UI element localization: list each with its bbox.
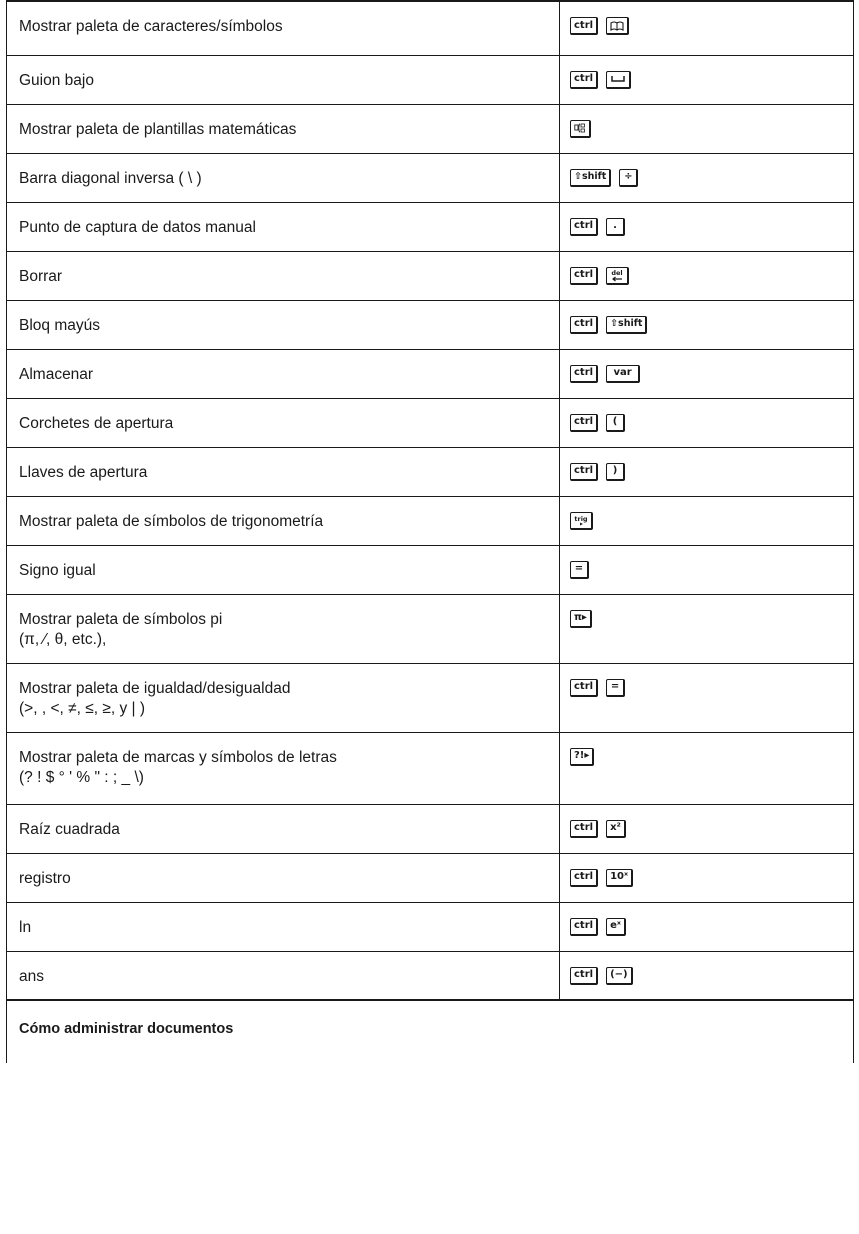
shortcut-description-cell xyxy=(7,732,560,804)
shortcut-description-cell xyxy=(7,300,560,349)
shortcut-description-cell xyxy=(7,251,560,300)
key-combination xyxy=(560,154,853,187)
shortcut-description-cell xyxy=(7,545,560,594)
table-row xyxy=(7,545,854,594)
shortcut-description xyxy=(7,733,559,788)
keyboard-key: ctrl xyxy=(570,316,598,334)
keyboard-key: 10ˣ xyxy=(606,869,633,887)
keyboard-key: = xyxy=(606,679,625,697)
keyboard-key: x² xyxy=(606,820,626,838)
shortcut-keys-cell xyxy=(560,663,854,732)
shortcut-keys-cell xyxy=(560,153,854,202)
table-row xyxy=(7,398,854,447)
shortcut-description xyxy=(7,595,559,650)
shortcut-description-line: Llaves de apertura xyxy=(19,463,148,481)
table-row xyxy=(7,663,854,732)
shortcut-table xyxy=(6,0,854,1063)
shortcut-description-cell xyxy=(7,902,560,951)
table-row xyxy=(7,902,854,951)
shortcut-keys-cell xyxy=(560,545,854,594)
table-row xyxy=(7,496,854,545)
key-combination xyxy=(560,733,853,766)
catalog-book-icon xyxy=(606,17,629,35)
shortcut-description xyxy=(7,952,559,987)
keyboard-key: ctrl xyxy=(570,267,598,285)
shortcut-description xyxy=(7,252,559,287)
key-combination xyxy=(560,56,853,89)
shortcut-keys-cell xyxy=(560,902,854,951)
shortcut-description xyxy=(7,546,559,581)
shortcut-description-cell xyxy=(7,104,560,153)
table-row xyxy=(7,349,854,398)
shortcut-description-line: Mostrar paleta de caracteres/símbolos xyxy=(19,18,283,35)
shortcut-description-line: ans xyxy=(19,967,44,985)
keyboard-key: ) xyxy=(606,463,625,481)
key-combination xyxy=(560,903,853,936)
table-row xyxy=(7,1,854,55)
svg-text:del: del xyxy=(611,268,623,277)
shortcut-keys-cell xyxy=(560,202,854,251)
table-row xyxy=(7,251,854,300)
keyboard-key: (−) xyxy=(606,967,633,985)
table-row xyxy=(7,202,854,251)
math-template-icon xyxy=(570,120,591,138)
key-combination xyxy=(560,546,853,579)
shortcut-description-cell xyxy=(7,447,560,496)
shortcut-description xyxy=(7,56,559,91)
shortcut-keys-cell xyxy=(560,594,854,663)
shortcut-description xyxy=(7,203,559,238)
shortcut-description-cell xyxy=(7,594,560,663)
shortcut-keys-cell xyxy=(560,1,854,55)
table-row xyxy=(7,300,854,349)
key-combination xyxy=(560,399,853,432)
key-combination xyxy=(560,854,853,887)
section-title: Cómo administrar documentos xyxy=(19,1021,234,1037)
shortcut-keys-cell xyxy=(560,732,854,804)
delete-arrow-icon xyxy=(606,267,629,285)
shortcut-description xyxy=(7,301,559,336)
shortcut-description xyxy=(7,399,559,434)
shortcut-description xyxy=(7,350,559,385)
key-combination xyxy=(560,350,853,383)
shortcut-description-cell xyxy=(7,202,560,251)
key-combination xyxy=(560,595,853,628)
shortcut-description xyxy=(7,154,559,189)
shortcut-description xyxy=(7,854,559,889)
shortcut-keys-cell xyxy=(560,853,854,902)
keyboard-key: ctrl xyxy=(570,414,598,432)
keyboard-key: ctrl xyxy=(570,679,598,697)
shortcut-table-body xyxy=(7,1,854,1063)
keyboard-key: ctrl xyxy=(570,820,598,838)
key-combination xyxy=(560,301,853,334)
section-header-cell xyxy=(7,1000,854,1063)
shortcut-description xyxy=(7,664,559,719)
key-combination xyxy=(560,448,853,481)
keyboard-key: ⇧shift xyxy=(570,169,611,187)
shortcut-description xyxy=(7,903,559,938)
shortcut-keys-cell xyxy=(560,951,854,1000)
table-row xyxy=(7,447,854,496)
keyboard-key: ÷ xyxy=(619,169,638,187)
shortcut-description xyxy=(7,2,559,37)
shortcut-description-line: (π, ⁄, θ, etc.), xyxy=(19,630,107,648)
table-row xyxy=(7,594,854,663)
table-row xyxy=(7,804,854,853)
key-combination xyxy=(560,952,853,985)
shortcut-description-cell xyxy=(7,1,560,55)
shortcut-keys-cell xyxy=(560,300,854,349)
key-combination xyxy=(560,497,853,530)
space-bar-icon xyxy=(606,71,631,89)
shortcut-description xyxy=(7,497,559,532)
shortcut-description-line: Mostrar paleta de igualdad/desigualdad xyxy=(19,679,291,697)
keyboard-key: ?!▸ xyxy=(570,748,594,766)
shortcut-description-line: Almacenar xyxy=(19,365,94,383)
shortcut-keys-cell xyxy=(560,804,854,853)
keyboard-key: ctrl xyxy=(570,71,598,89)
shortcut-description-line: Guion bajo xyxy=(19,71,94,89)
shortcut-description-line: Mostrar paleta de símbolos pi xyxy=(19,610,223,628)
keyboard-key: ctrl xyxy=(570,918,598,936)
keyboard-key: . xyxy=(606,218,625,236)
shortcut-description-line: Mostrar paleta de plantillas matemáticas xyxy=(19,120,297,138)
section-header-row xyxy=(7,1000,854,1063)
keyboard-key: eˣ xyxy=(606,918,626,936)
key-combination xyxy=(560,2,853,35)
keyboard-key: ctrl xyxy=(570,869,598,887)
table-row xyxy=(7,104,854,153)
table-row xyxy=(7,951,854,1000)
key-combination xyxy=(560,805,853,838)
shortcut-description-cell xyxy=(7,398,560,447)
shortcut-keys-cell xyxy=(560,251,854,300)
shortcut-description xyxy=(7,805,559,840)
shortcut-description-line: ln xyxy=(19,918,32,936)
shortcut-description-cell xyxy=(7,804,560,853)
table-row xyxy=(7,853,854,902)
keyboard-key: ctrl xyxy=(570,967,598,985)
shortcut-description-cell xyxy=(7,55,560,104)
table-row xyxy=(7,55,854,104)
keyboard-key: ⇧shift xyxy=(606,316,647,334)
table-row xyxy=(7,732,854,804)
key-combination xyxy=(560,252,853,285)
shortcut-description-line: (>, , <, ≠, ≤, ≥, y | ) xyxy=(19,699,146,717)
shortcut-description-line: registro xyxy=(19,869,71,887)
shortcut-description-line: (? ! $ ° ' % " : ; _ \) xyxy=(19,768,144,786)
shortcut-description-cell xyxy=(7,496,560,545)
svg-text:trig: trig xyxy=(574,515,588,523)
shortcut-description-line: Raíz cuadrada xyxy=(19,820,120,838)
trig-icon xyxy=(570,512,593,530)
keyboard-key: = xyxy=(570,561,589,579)
shortcut-description-cell xyxy=(7,951,560,1000)
shortcut-description xyxy=(7,448,559,483)
table-row xyxy=(7,153,854,202)
keyboard-key: var xyxy=(606,365,640,383)
shortcut-description xyxy=(7,105,559,140)
keyboard-key: ctrl xyxy=(570,17,598,35)
shortcut-description-line: Mostrar paleta de símbolos de trigonometría xyxy=(19,512,324,530)
shortcut-description-cell xyxy=(7,153,560,202)
shortcut-keys-cell xyxy=(560,447,854,496)
keyboard-key: ctrl xyxy=(570,218,598,236)
keyboard-key: ( xyxy=(606,414,625,432)
keyboard-key: ctrl xyxy=(570,463,598,481)
shortcut-description-cell xyxy=(7,349,560,398)
shortcut-keys-cell xyxy=(560,349,854,398)
shortcut-description-cell xyxy=(7,853,560,902)
shortcut-description-line: Corchetes de apertura xyxy=(19,414,174,432)
shortcut-description-line: Mostrar paleta de marcas y símbolos de letras xyxy=(19,748,337,766)
shortcut-description-line: Signo igual xyxy=(19,561,96,579)
shortcut-keys-cell xyxy=(560,496,854,545)
keyboard-key: ctrl xyxy=(570,365,598,383)
shortcut-keys-cell xyxy=(560,55,854,104)
shortcut-description-line: Borrar xyxy=(19,267,63,285)
shortcut-description-line: Bloq mayús xyxy=(19,316,100,334)
key-combination xyxy=(560,664,853,697)
shortcut-description-line: Barra diagonal inversa ( \ ) xyxy=(19,169,202,187)
shortcut-description-cell xyxy=(7,663,560,732)
keyboard-key: π▸ xyxy=(570,610,592,628)
key-combination xyxy=(560,203,853,236)
shortcut-keys-cell xyxy=(560,104,854,153)
key-combination xyxy=(560,105,853,138)
shortcut-description-line: Punto de captura de datos manual xyxy=(19,218,256,236)
shortcut-keys-cell xyxy=(560,398,854,447)
